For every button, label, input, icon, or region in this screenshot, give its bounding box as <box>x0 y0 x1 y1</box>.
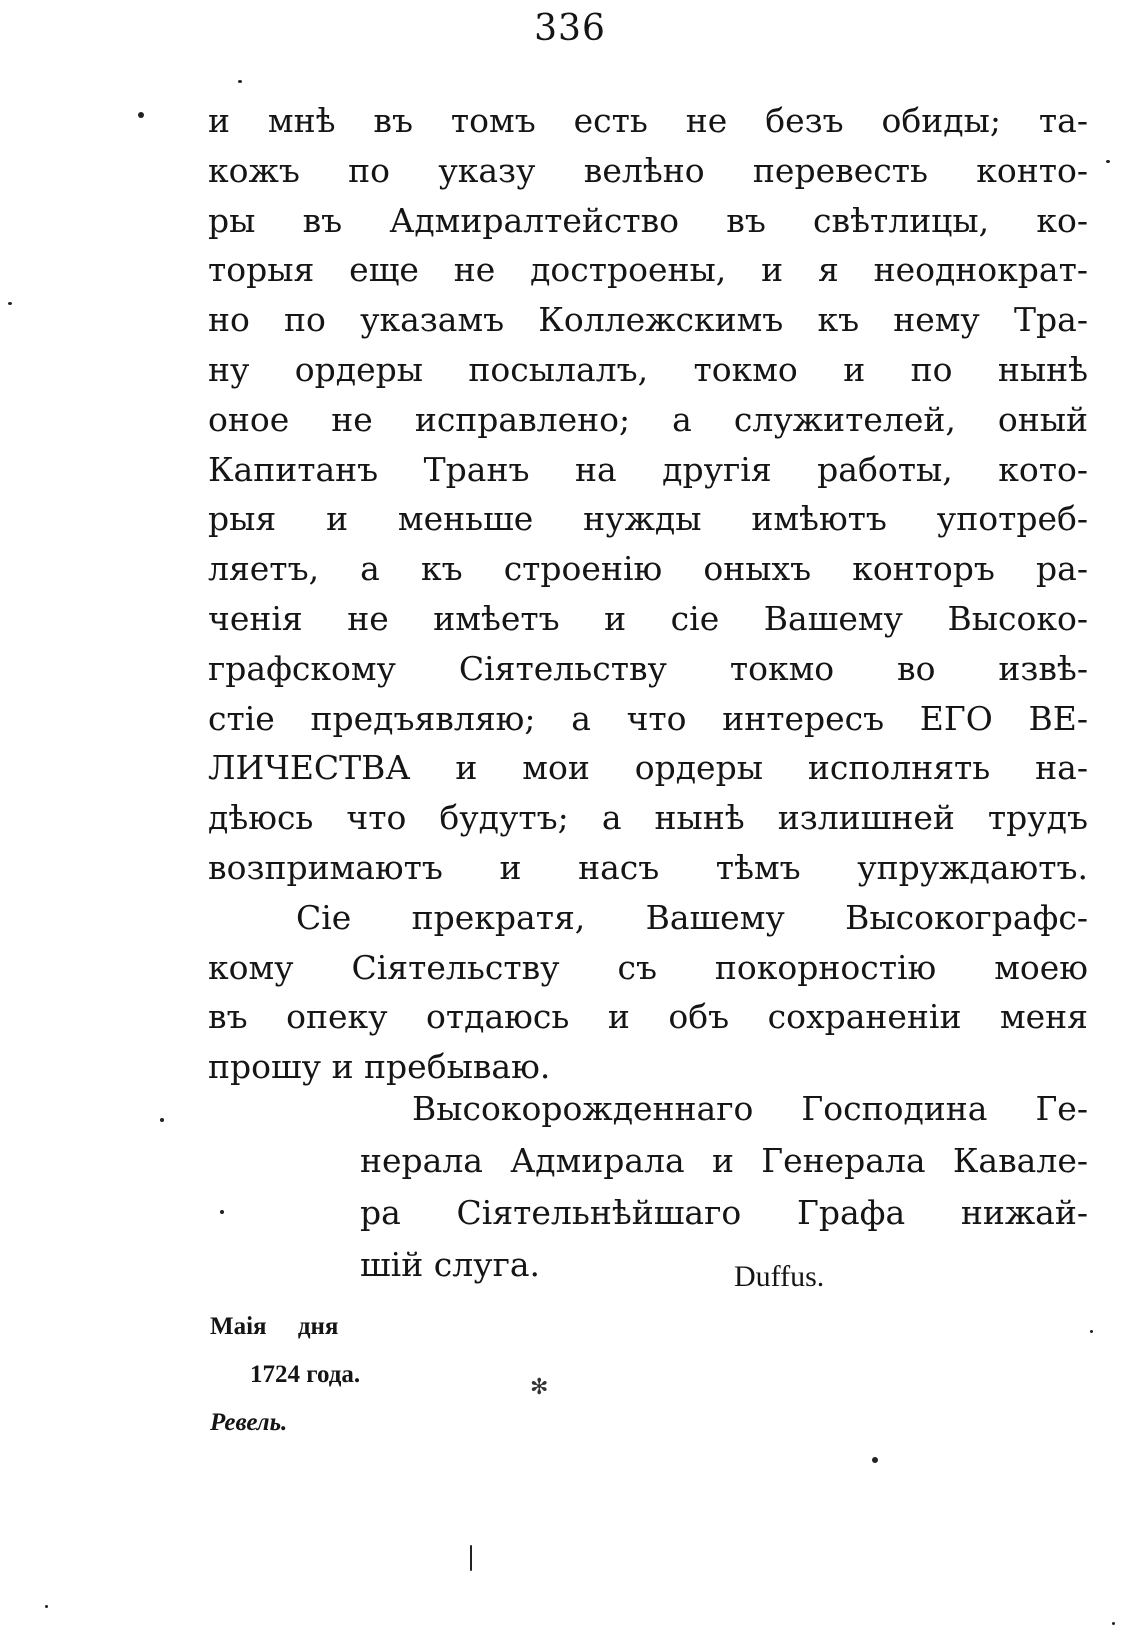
closing-line: нерала Адмирала и Генерала Кавале- <box>360 1141 1088 1180</box>
closing-formula <box>360 1083 1088 1291</box>
scan-speck <box>1112 1622 1115 1625</box>
text-line: ченія не имѣетъ и сіе Вашему Высоко- <box>208 598 1088 638</box>
text-line: и мнѣ въ томъ есть не безъ обиды; та- <box>208 101 1088 140</box>
text-line: торыя еще не достроены, и я неоднократ- <box>208 250 1088 290</box>
scan-speck <box>1106 160 1110 163</box>
scan-speck <box>872 1457 878 1463</box>
text-line: рыя и меньше нужды имѣютъ употреб- <box>208 499 1088 539</box>
date-year: 1724 года. <box>250 1361 361 1388</box>
ornament-icon: ✻ <box>530 1375 549 1400</box>
closing-line: ра Сіятельнѣйшаго Графа нижай- <box>360 1193 1088 1232</box>
text-line: возпримаютъ и насъ тѣмъ упруждаютъ. <box>208 847 1088 887</box>
closing-line: Высокорожденнаго Господина Ге- <box>412 1089 1088 1128</box>
text-line: ры въ Адмиралтейство въ свѣтлицы, ко- <box>208 200 1088 240</box>
text-line: въ опеку отдаюсь и объ сохраненіи меня <box>208 997 1088 1037</box>
text-line: Капитанъ Транъ на другія работы, кото- <box>208 449 1088 489</box>
text-line: кому Сіятельству съ покорностію моею <box>208 947 1088 987</box>
dateline <box>210 1303 360 1447</box>
scan-speck <box>160 1118 164 1122</box>
scan-speck <box>238 80 242 83</box>
date-place: Ревель. <box>210 1409 288 1436</box>
text-line: стіе предъявляю; а что интересъ ЕГО ВЕ- <box>208 698 1088 738</box>
scan-speck <box>138 112 144 118</box>
closing-line: шій слуга. <box>360 1245 541 1284</box>
text-line: ляетъ, а къ строенію оныхъ конторъ ра- <box>208 549 1088 589</box>
text-line: прошу и пребываю. <box>208 1047 551 1087</box>
text-line: но по указамъ Коллежскимъ къ нему Тра- <box>208 300 1088 340</box>
scan-speck <box>220 1210 224 1214</box>
scan-speck <box>45 1605 48 1608</box>
scan-speck <box>1090 1330 1093 1333</box>
text-line: ну ордеры посылалъ, токмо и по нынѣ <box>208 349 1088 389</box>
text-line: дѣюсь что будутъ; а нынѣ излишней трудъ <box>208 798 1088 838</box>
scan-speck <box>470 1545 472 1571</box>
text-line: Сіе прекратя, Вашему Высокографс- <box>296 897 1088 937</box>
scan-speck <box>8 302 12 305</box>
signature: Duffus. <box>734 1260 825 1293</box>
text-line: кожъ по указу велѣно перевесть конто- <box>208 150 1088 190</box>
text-line: графскому Сіятельству токмо во извѣ- <box>208 648 1088 688</box>
text-line: оное не исправлено; а служителей, оный <box>208 399 1088 439</box>
date-month: Маія дня <box>210 1313 339 1340</box>
page-number: 336 <box>534 8 606 49</box>
main-paragraph <box>208 96 1088 1092</box>
text-line: ЛИЧЕСТВА и мои ордеры исполнять на- <box>208 748 1088 788</box>
